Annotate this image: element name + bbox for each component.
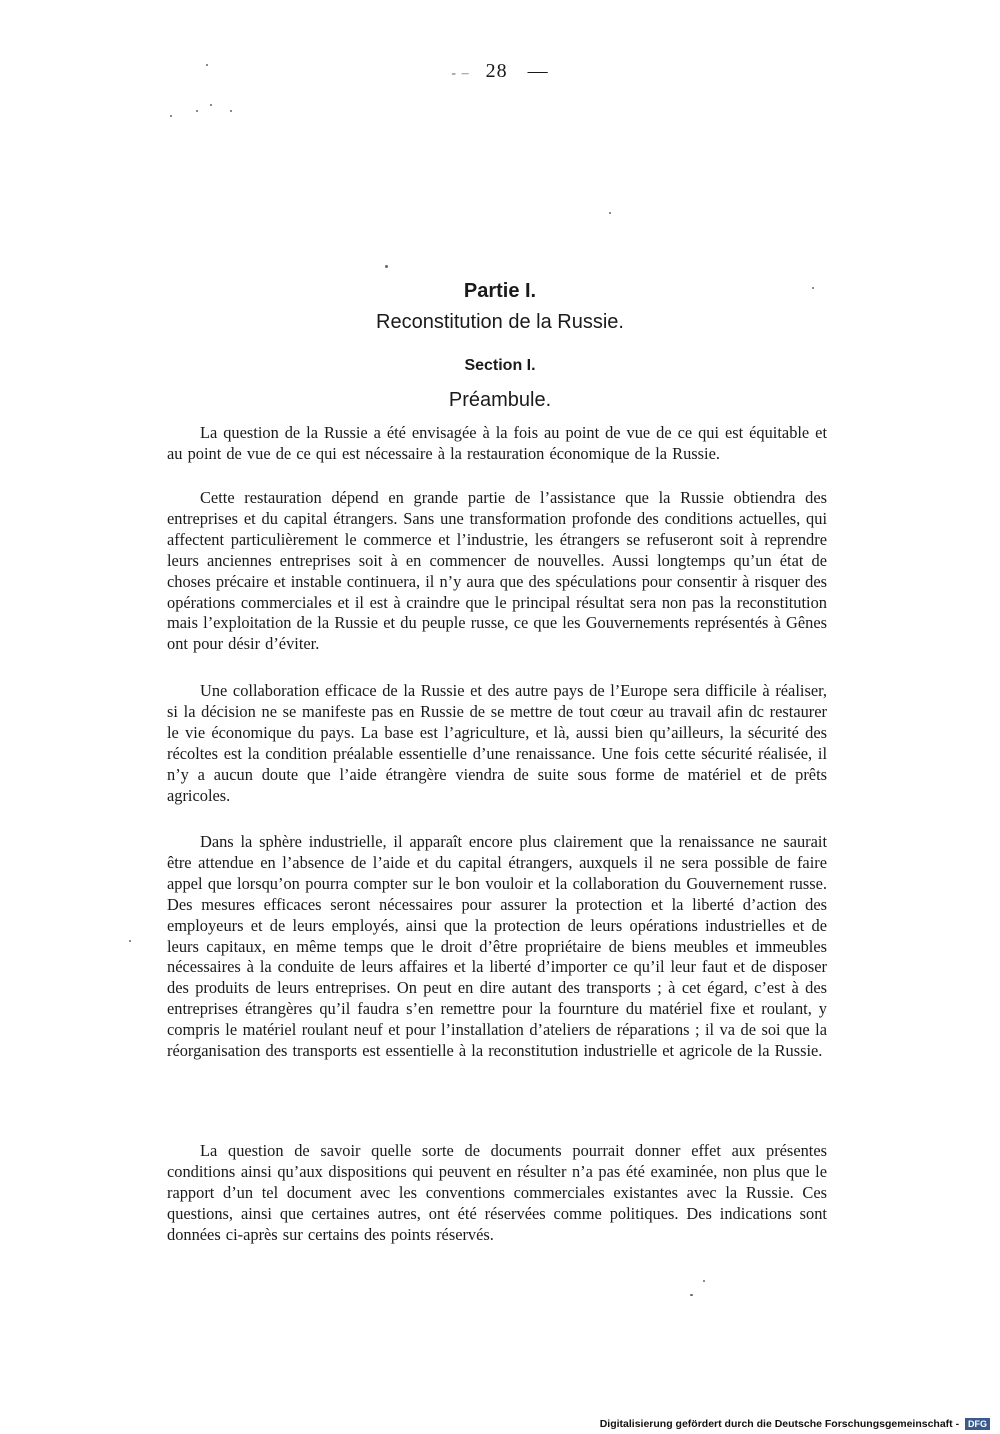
part-heading: Partie I. <box>463 280 537 302</box>
preamble-heading: Préambule. <box>448 389 552 411</box>
section-heading: Section I. <box>464 357 536 374</box>
scan-speck <box>210 104 212 106</box>
paragraph-5 <box>167 1141 827 1246</box>
page-number-dash-left: - – <box>451 66 470 81</box>
paragraph-text: Dans la sphère industrielle, il apparaît encore plus clairement que la renaissance ne saurait être attendue en l’absence de l’aide et du capital étrangers, auxquels il ne sera possible de faire appel que lorsqu’on pourra compter sur le bon vouloir et la collaboration du Gouvernement russe. Des mesures efficaces seront nécessaires pour assurer la protection et la liberté d’action des employeurs et de leurs employés, ainsi que la protection de leurs opérations industrielles et de leurs capitaux, en même temps que le droit d’être propriétaire de biens meubles et immeubles nécessaires à la conduite de leurs affaires et la liberté d’importer ce qu’il leur faut et de disposer des produits de leurs entreprises. On peut en dire autant des transports ; à cet égard, c’est à des entreprises étrangères qu’il faudra s’en remettre pour la fournture du matériel fixe et roulant, y compris le matériel roulant neuf et pour l’installation d’ateliers de réparations ; il va de soi que la réorganisation des transports est essentielle à la reconstitution industrielle et agricole de la Russie. <box>167 832 827 1061</box>
paragraph-text: Une collaboration efficace de la Russie et des autre pays de l’Europe sera difficile à réaliser, si la décision ne se manifeste pas en Russie de se mettre de tout cœur au travail afin dc restaurer le vie économique du pays. La base est l’agriculture, et là, aussi bien qu’ailleurs, la sécurité des récoltes est la condition préalable essentielle d’une renaissance. Une fois cette sécurité réalisée, il n’y a aucun doute que l’aide étrangère viendra de suite sous forme de matériel et de prêts agricoles. <box>167 681 827 805</box>
paragraph-text: Cette restauration dépend en grande partie de l’assistance que la Russie obtiendra des entreprises et du capital étrangers. Sans une transformation profonde des conditions actuelles, qui affectent particulièrement le commerce et l’industrie, les étrangers se refuseront soit à reprendre leurs anciennes entreprises soit à en commencer de nouvelles. Aussi longtemps qu’un état de choses précaire et instable continuera, il n’y aura que des spéculations pour consentir à risquer des opérations commerciales et il est à craindre que le principal résultat sera non pas la reconstitution mais l’exploitation de la Russie et du peuple russe, ce que les Gouvernements représentés à Gênes ont pour désir d’éviter. <box>167 488 827 654</box>
digitization-credit <box>600 1418 990 1430</box>
paragraph-text: La question de la Russie a été envisagée à la fois au point de vue de ce qui est équitable et au point de vue de ce qui est nécessaire à la restauration économique de la Russie. <box>167 423 827 463</box>
scan-speck <box>230 110 232 112</box>
paragraph-2 <box>167 488 827 655</box>
page-number-dash-right: — <box>527 60 549 82</box>
paragraph-1 <box>167 423 827 465</box>
scan-speck <box>206 64 208 66</box>
page-number-value: 28 <box>485 60 508 82</box>
scan-speck <box>690 1294 693 1296</box>
page-number <box>0 60 1000 83</box>
scan-speck <box>129 940 131 942</box>
scan-speck <box>196 110 198 112</box>
scan-speck <box>703 1280 705 1282</box>
scan-speck <box>170 115 172 117</box>
paragraph-4 <box>167 832 827 1062</box>
paragraph-text: La question de savoir quelle sorte de documents pourrait donner effet aux présentes conditions ainsi qu’aux dispositions qui peuvent en résulter n’a pas été examinée, non plus que le rapport d’un tel document avec les conventions commerciales existantes avec la Russie. Ces questions, ainsi que certaines autres, ont été réservées comme politiques. Des indications sont données ci-après sur certains des points réservés. <box>167 1141 827 1244</box>
scan-speck <box>385 265 388 268</box>
part-title: Reconstitution de la Russie. <box>376 311 624 333</box>
digitization-credit-text: Digitalisierung gefördert durch die Deutsche Forschungsgemeinschaft - <box>599 1417 960 1430</box>
dfg-logo: DFG <box>965 1418 990 1430</box>
paragraph-3 <box>167 681 827 806</box>
scan-speck <box>609 212 611 214</box>
